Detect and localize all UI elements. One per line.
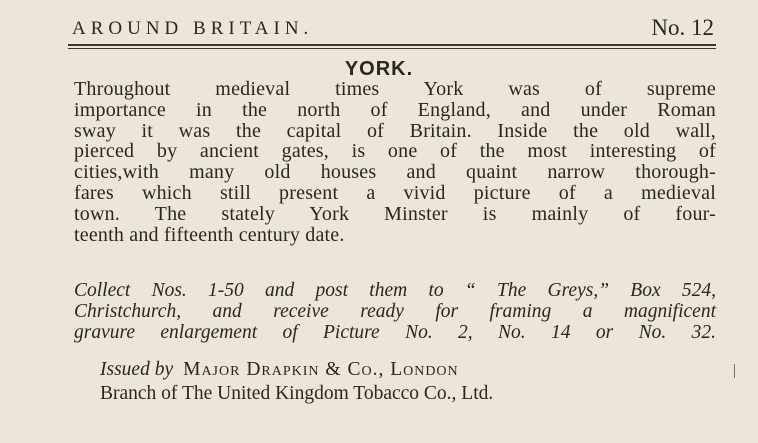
issued-by-label: Issued by bbox=[100, 359, 174, 380]
publisher-name: Major Drapkin & Co., London bbox=[183, 359, 459, 380]
header-rule bbox=[68, 48, 716, 49]
issuer-block bbox=[100, 358, 690, 406]
description-line: fares which still present a vivid picture of a medieval bbox=[74, 181, 716, 204]
description-line: pierced by ancient gates, is one of the most interesting of bbox=[74, 140, 716, 163]
description-line: cities,with many old houses and quaint narrow thorough- bbox=[74, 161, 716, 184]
collect-line: Collect Nos. 1-50 and post them to “ The Greys,” Box 524, bbox=[74, 280, 716, 301]
card-number: No. 12 bbox=[651, 15, 714, 40]
description-line: town. The stately York Minster is mainly of four- bbox=[74, 202, 716, 225]
description-line: importance in the north of England, and under Roman bbox=[74, 98, 716, 121]
collect-line: Christchurch, and receive ready for framing a magnificent bbox=[74, 301, 716, 322]
header-rule bbox=[68, 44, 716, 46]
description-paragraph bbox=[74, 79, 716, 245]
description-line: sway it was the capital of Britain. Inside the old wall, bbox=[74, 119, 716, 142]
collect-line: gravure enlargement of Picture No. 2, No. 14 or No. 32. bbox=[74, 322, 716, 343]
branch-line: Branch of The United Kingdom Tobacco Co., Ltd. bbox=[100, 383, 494, 404]
card-title: YORK. bbox=[344, 58, 414, 80]
description-line: teenth and fifteenth century date. bbox=[74, 223, 345, 246]
description-line: Throughout medieval times York was of supreme bbox=[74, 78, 716, 100]
series-title: AROUND BRITAIN. bbox=[72, 18, 314, 39]
issuer-line bbox=[100, 358, 690, 382]
print-mark bbox=[734, 364, 735, 378]
collect-offer bbox=[74, 280, 716, 343]
